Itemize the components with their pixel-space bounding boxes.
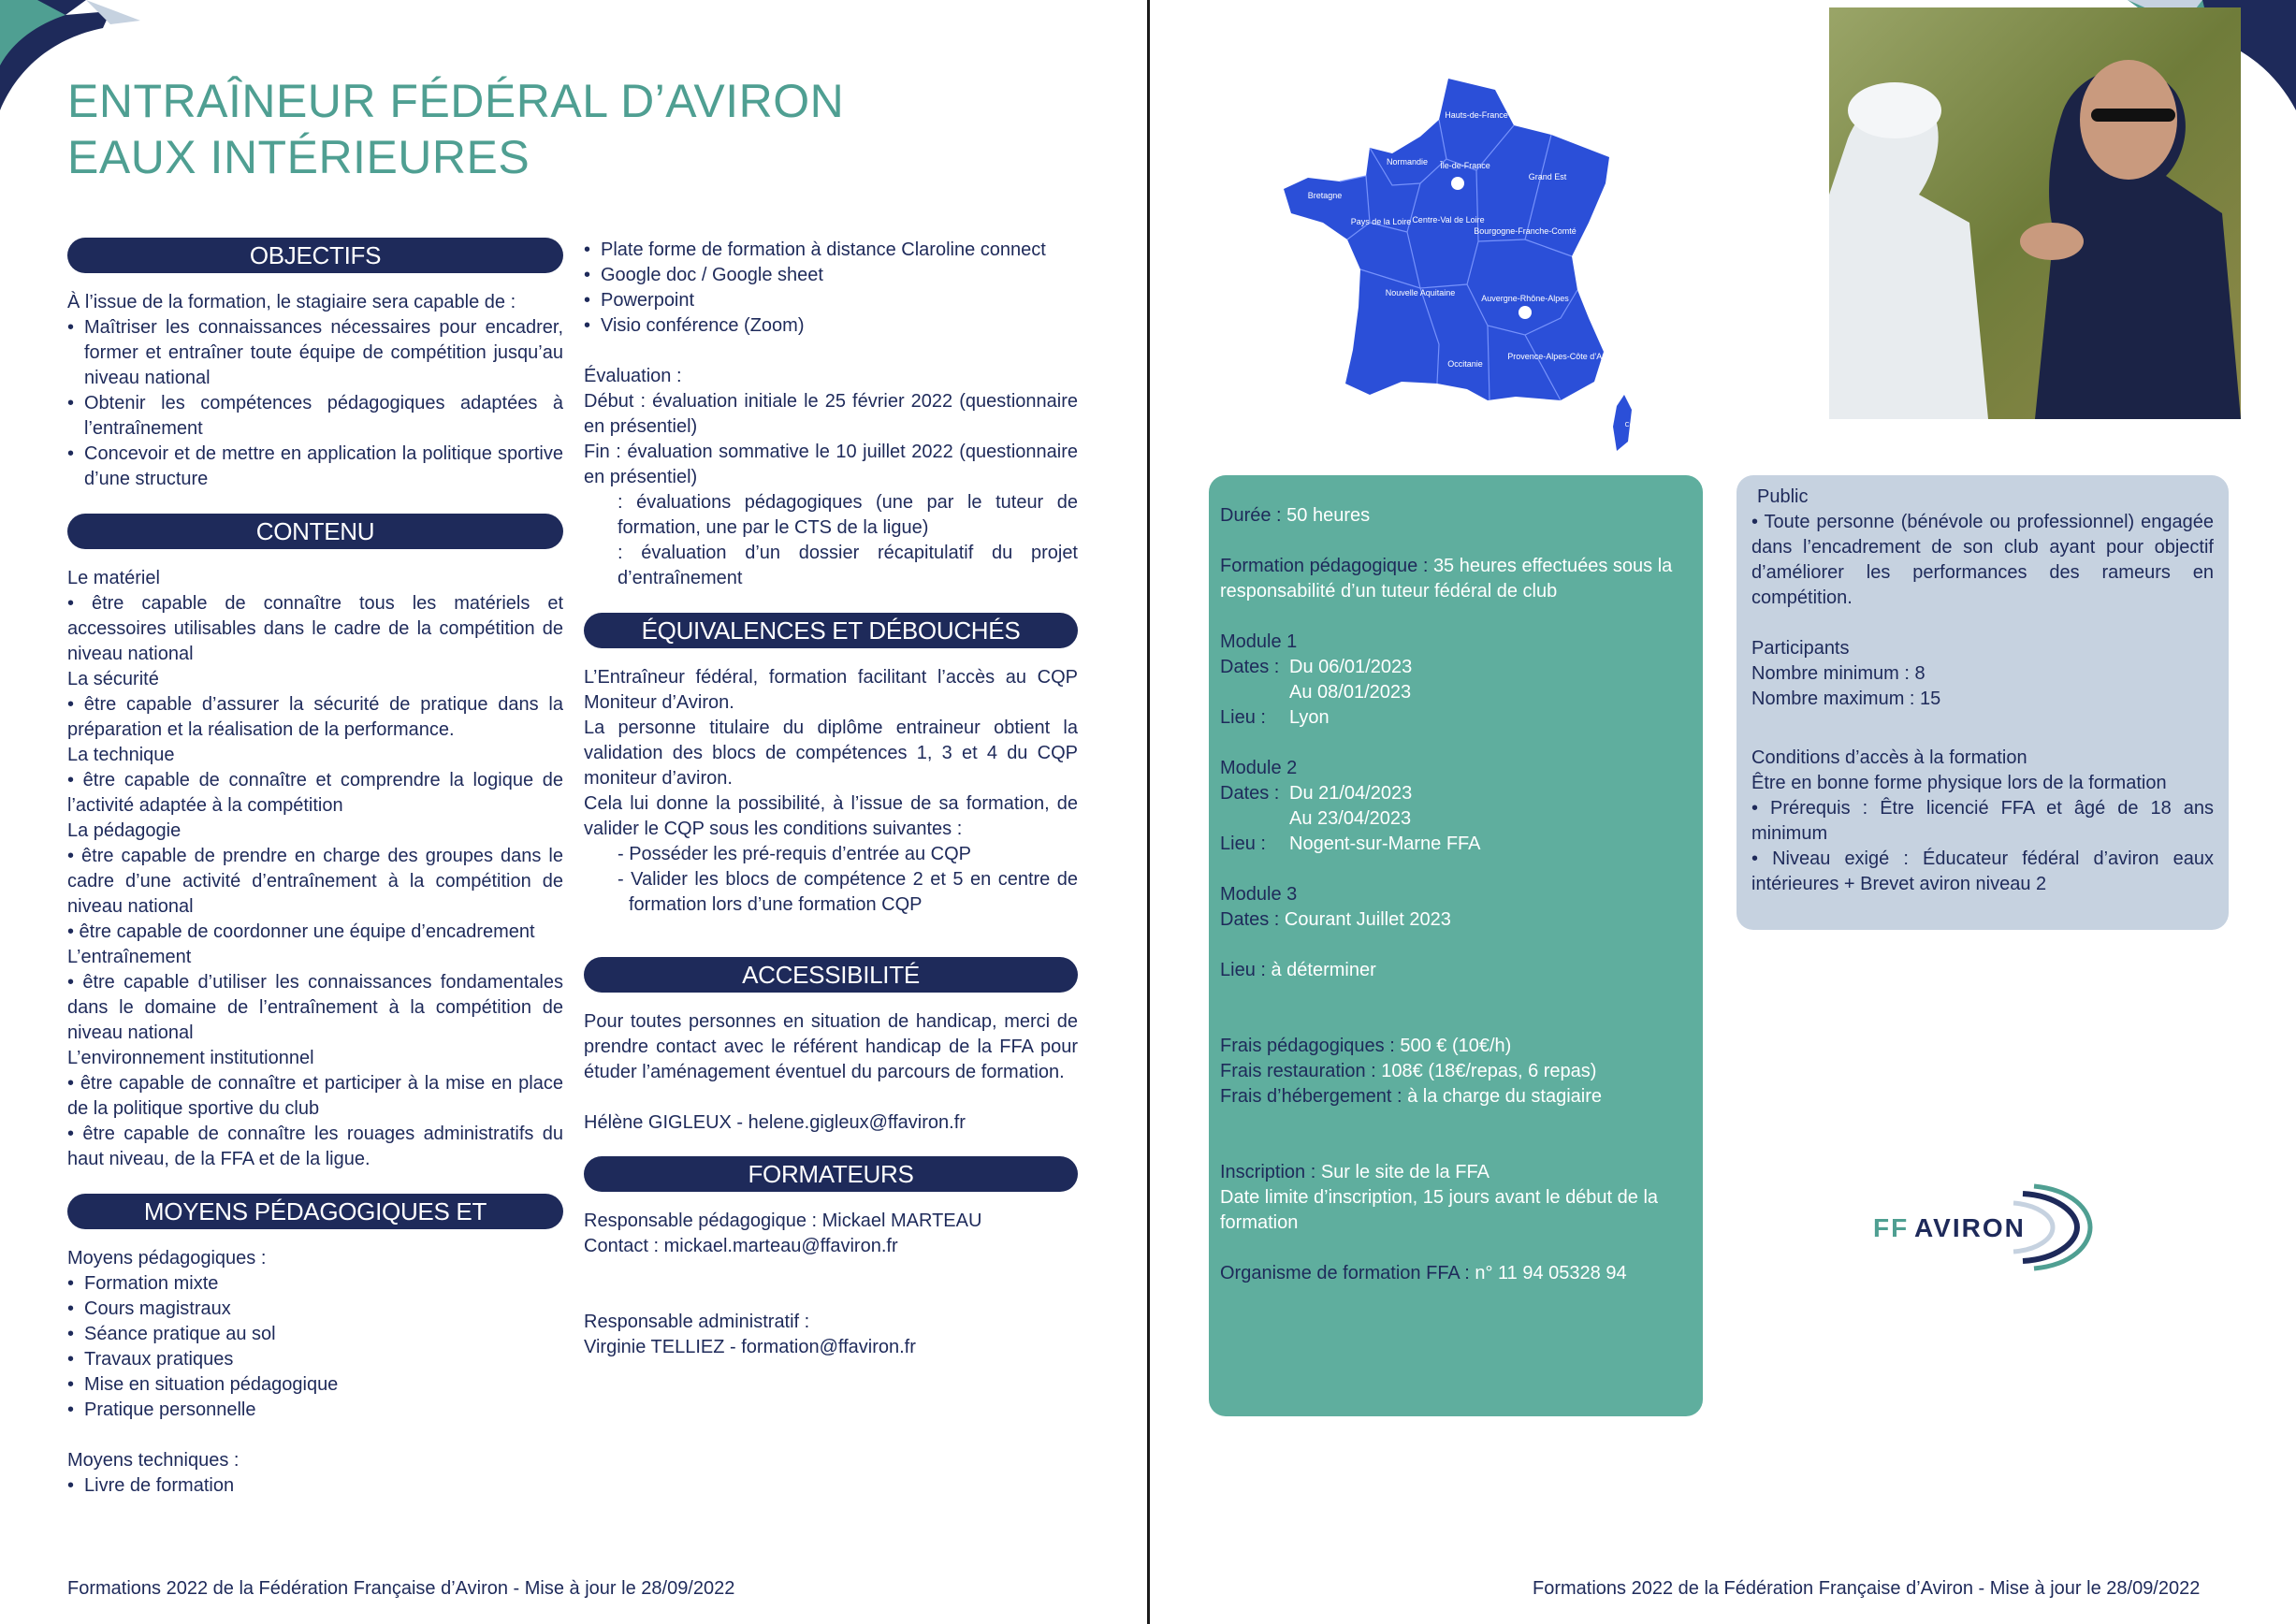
map-label-provence-alpes-cote-d-azur: Provence-Alpes-Côte d’Azur [1507, 352, 1614, 361]
environnement-title: L’environnement institutionnel [67, 1048, 314, 1068]
list-item: • Livre de formation [67, 1473, 563, 1499]
objectifs-heading: OBJECTIFS [67, 238, 563, 273]
france-map [1280, 73, 1643, 457]
moyens-heading: MOYENS PÉDAGOGIQUES ET TECHNIQUES [67, 1194, 563, 1229]
map-label-bretagne: Bretagne [1307, 191, 1343, 200]
equivalences-condition-2: - Valider les blocs de compétence 2 et 5 en centre de formation lors d’une formation CQP [618, 869, 1078, 915]
public-title: Public [1757, 486, 1809, 507]
coaching-photo [1829, 7, 2241, 419]
map-label-auvergne-rhone-alpes: Auvergne-Rhône-Alpes [1481, 294, 1569, 303]
module-3-dates-label: Dates : [1220, 909, 1285, 930]
frais-resto-label: Frais restauration : [1220, 1061, 1382, 1081]
environnement-text-1: • être capable de connaître et participer à la mise en place de la politique sportive du club [67, 1073, 563, 1119]
inscription-label: Inscription : [1220, 1162, 1321, 1182]
map-label-corse: Corse [1624, 422, 1643, 428]
participants-title: Participants [1751, 638, 1850, 659]
organisme-value: n° 11 94 05328 94 [1475, 1263, 1627, 1283]
date-limite: Date limite d’inscription, 15 jours avant le début de la formation [1220, 1187, 1659, 1233]
objectifs-intro: À l’issue de la formation, le stagiaire sera capable de : [67, 292, 516, 312]
module-1-dates-label: Dates : [1220, 657, 1280, 677]
info-box-blue-content [1751, 485, 2214, 897]
frais-peda-label: Frais pédagogiques : [1220, 1036, 1401, 1056]
list-item: • Cours magistraux [67, 1297, 563, 1322]
conditions-text: Être en bonne forme physique lors de la formation [1751, 773, 2167, 793]
module-2-dates-label: Dates : [1220, 783, 1280, 804]
environnement-text-2: • être capable de connaître les rouages administratifs du haut niveau, de la FFA et de la ligue. [67, 1124, 563, 1169]
materiel-text: • être capable de connaître tous les matériels et accessoires utilisables dans le cadre de la compétition de niveau national [67, 593, 563, 664]
module-2-title: Module 2 [1220, 758, 1298, 778]
equivalences-heading: ÉQUIVALENCES ET DÉBOUCHÉS [584, 613, 1078, 648]
left-column-2 [584, 238, 1078, 1360]
module-3-dates-value: Courant Juillet 2023 [1284, 909, 1451, 930]
contenu-heading: CONTENU [67, 514, 563, 549]
frais-resto-value: 108€ (18€/repas, 6 repas) [1381, 1061, 1597, 1081]
map-label-ile-de-france: Île-de-France [1440, 161, 1490, 170]
securite-text: • être capable d’assurer la sécurité de pratique dans la préparation et la réalisation de la performance. [67, 694, 563, 740]
logo-aviron: AVIRON [1914, 1213, 2026, 1242]
module-2-lieu-value: Nogent-sur-Marne FFA [1289, 834, 1481, 854]
list-item: • Pratique personnelle [67, 1398, 563, 1423]
list-item: • Obtenir les compétences pédagogiques adaptées à l’entraînement [67, 391, 563, 442]
module-2-dates-end: Au 23/04/2023 [1289, 808, 1412, 829]
pedagogie-title: La pédagogie [67, 820, 182, 841]
moyens-tech-list-a [67, 1473, 563, 1499]
conditions-prerequis: • Prérequis : Être licencié FFA et âgé de 18 ans minimum [1751, 798, 2214, 844]
entrainement-title: L’entraînement [67, 947, 192, 967]
moyens-tech-title: Moyens techniques : [67, 1450, 240, 1471]
duree-label: Durée : [1220, 505, 1287, 526]
info-box-green-content [1220, 503, 1697, 1286]
accessibilite-heading: ACCESSIBILITÉ [584, 957, 1078, 993]
page-title [67, 73, 844, 185]
formateurs-contact-admin[interactable]: Virginie TELLIEZ - formation@ffaviron.fr [584, 1337, 916, 1357]
module-1-lieu-label: Lieu : [1220, 707, 1266, 728]
module-1-dates-start: Du 06/01/2023 [1289, 657, 1413, 677]
evaluation-item-1: : évaluations pédagogiques (une par le tuteur de formation, une par le CTS de la ligue) [618, 492, 1078, 538]
formateurs-resp-peda: Responsable pédagogique : Mickael MARTEAU [584, 1211, 982, 1231]
formateurs-contact-peda[interactable]: Contact : mickael.marteau@ffaviron.fr [584, 1236, 898, 1256]
equivalences-p2: La personne titulaire du diplôme entraineur obtient la validation des blocs de compétences 1, 3 et 4 du CQP moniteur d’aviron. [584, 718, 1078, 789]
list-item: • Formation mixte [67, 1271, 563, 1297]
map-label-pays-de-la-loire: Pays de la Loire [1350, 217, 1412, 226]
public-text: • Toute personne (bénévole ou professionnel) engagée dans l’encadrement de son club ayant pour objectif d’améliorer les performances des rameurs en compétition. [1751, 512, 2214, 608]
formateurs-heading: FORMATEURS [584, 1156, 1078, 1192]
formation-value: 35 heures effectuées sous la responsabilité d’un tuteur fédéral de club [1220, 556, 1673, 602]
formation-label: Formation pédagogique : [1220, 556, 1433, 576]
list-item: • Concevoir et de mettre en application la politique sportive d’une structure [67, 442, 563, 492]
accessibilite-contact[interactable]: Hélène GIGLEUX - helene.gigleux@ffaviron.fr [584, 1112, 966, 1133]
map-label-centre-val-de-loire: Centre-Val de Loire [1412, 215, 1485, 225]
participants-min: Nombre minimum : 8 [1751, 663, 1925, 684]
frais-heb-label: Frais d’hébergement : [1220, 1086, 1408, 1107]
accessibilite-text: Pour toutes personnes en situation de handicap, merci de prendre contact avec le référent handicap de la FFA pour étuder l’aménagement éventuel du parcours de formation. [584, 1011, 1078, 1082]
securite-title: La sécurité [67, 669, 159, 689]
participants-max: Nombre maximum : 15 [1751, 689, 1941, 709]
materiel-title: Le matériel [67, 568, 160, 588]
title-line-2: EAUX INTÉRIEURES [67, 131, 530, 183]
list-item: • Plate forme de formation à distance Claroline connect [584, 238, 1078, 263]
list-item: • Séance pratique au sol [67, 1322, 563, 1347]
map-label-grand-est: Grand Est [1528, 172, 1567, 181]
equivalences-condition-1: - Posséder les pré-requis d’entrée au CQP [618, 844, 971, 864]
page-divider [1147, 0, 1150, 1624]
left-column-1 [67, 238, 563, 1499]
equivalences-p3: Cela lui donne la possibilité, à l’issue de sa formation, de valider le CQP sous les conditions suivantes : [584, 793, 1078, 839]
moyens-peda-list [67, 1271, 563, 1423]
organisme-label: Organisme de formation FFA : [1220, 1263, 1475, 1283]
module-3-title: Module 3 [1220, 884, 1298, 905]
evaluation-block [584, 364, 1078, 591]
title-line-1: ENTRAÎNEUR FÉDÉRAL D’AVIRON [67, 75, 845, 127]
list-item: • Visio conférence (Zoom) [584, 313, 1078, 339]
formateurs-resp-admin: Responsable administratif : [584, 1312, 810, 1332]
list-item: • Powerpoint [584, 288, 1078, 313]
module-1-title: Module 1 [1220, 631, 1298, 652]
entrainement-text: • être capable d’utiliser les connaissances fondamentales dans le domaine de l’entraînement à la compétition de niveau national [67, 972, 563, 1043]
equivalences-p1: L’Entraîneur fédéral, formation facilitant l’accès au CQP Moniteur d’Aviron. [584, 667, 1078, 713]
left-page [0, 0, 1147, 1624]
evaluation-title: Évaluation : [584, 366, 682, 386]
objectifs-list [67, 315, 563, 492]
footer-left: Formations 2022 de la Fédération Française d’Aviron - Mise à jour le 28/09/2022 [67, 1578, 735, 1599]
frais-peda-value: 500 € (10€/h) [1400, 1036, 1512, 1056]
conditions-niveau: • Niveau exigé : Éducateur fédéral d’aviron eaux intérieures + Brevet aviron niveau 2 [1751, 848, 2214, 894]
module-1-dates-end: Au 08/01/2023 [1289, 682, 1412, 703]
evaluation-fin: Fin : évaluation sommative le 10 juillet 2022 (questionnaire en présentiel) [584, 442, 1078, 487]
inscription-value: Sur le site de la FFA [1320, 1162, 1489, 1182]
pedagogie-text-2: • être capable de coordonner une équipe d’encadrement [67, 921, 535, 942]
contenu-body [67, 566, 563, 1172]
list-item: • Mise en situation pédagogique [67, 1372, 563, 1398]
logo-ff: FF [1873, 1213, 1910, 1242]
map-label-occitanie: Occitanie [1447, 359, 1483, 369]
moyens-peda-title: Moyens pédagogiques : [67, 1248, 267, 1269]
moyens-tech-list-b [584, 238, 1078, 339]
module-3-lieu-label: Lieu : [1220, 960, 1272, 980]
frais-heb-value: à la charge du stagiaire [1407, 1086, 1603, 1107]
list-item: • Travaux pratiques [67, 1347, 563, 1372]
list-item: • Google doc / Google sheet [584, 263, 1078, 288]
pedagogie-text-1: • être capable de prendre en charge des groupes dans le cadre d’une activité d’entraînement à la compétition de niveau national [67, 846, 563, 917]
module-3-lieu-value: à déterminer [1271, 960, 1376, 980]
module-2-dates-start: Du 21/04/2023 [1289, 783, 1413, 804]
technique-text: • être capable de connaître et comprendre la logique de l’activité adaptée à la compétition [67, 770, 563, 816]
map-label-bourgogne-franche-comte: Bourgogne-Franche-Comté [1474, 226, 1577, 236]
technique-title: La technique [67, 745, 175, 765]
list-item: • Maîtriser les connaissances nécessaires pour encadrer, former et entraîner toute équipe de compétition jusqu’au niveau national [67, 315, 563, 391]
info-box-blue [1737, 475, 2229, 930]
map-label-hauts-de-france: Hauts-de-France [1445, 110, 1508, 120]
duree-value: 50 heures [1286, 505, 1371, 526]
map-label-nouvelle-aquitaine: Nouvelle Aquitaine [1385, 288, 1456, 297]
conditions-title: Conditions d’accès à la formation [1751, 747, 2027, 768]
evaluation-item-2: : évaluation d’un dossier récapitulatif du projet d’entraînement [618, 543, 1078, 588]
equivalences-body [584, 665, 1078, 918]
footer-right: Formations 2022 de la Fédération Française d’Aviron - Mise à jour le 28/09/2022 [1533, 1578, 2201, 1599]
info-box-green [1209, 475, 1703, 1416]
evaluation-debut: Début : évaluation initiale le 25 février 2022 (questionnaire en présentiel) [584, 391, 1078, 437]
module-2-lieu-label: Lieu : [1220, 834, 1266, 854]
ffaviron-logo [1873, 1181, 2094, 1274]
module-1-lieu-value: Lyon [1289, 707, 1330, 728]
map-label-normandie: Normandie [1386, 157, 1429, 167]
